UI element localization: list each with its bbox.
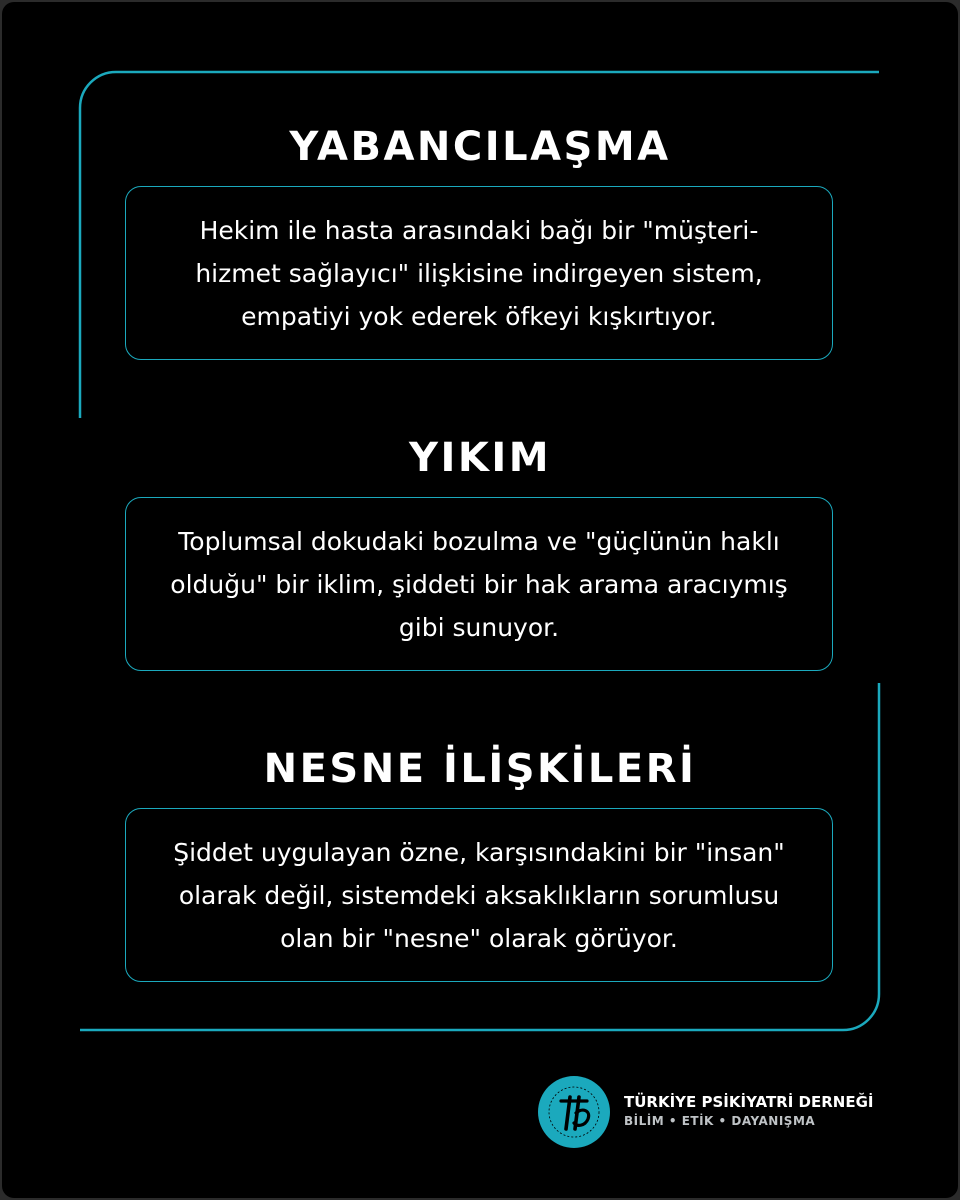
section-title-yikim: YIKIM [408, 435, 552, 481]
info-card-yabancilasma [125, 186, 833, 360]
card-text-yikim: Toplumsal dokudaki bozulma ve "güçlünün haklı olduğu" bir iklim, şiddeti bir hak arama aracıymış gibi sunuyor. [170, 526, 788, 642]
card-text-nesne-iliskileri: Şiddet uygulayan özne, karşısındakini bir "insan" olarak değil, sistemdeki aksaklıkların sorumlusu olan bir "nesne" olarak görüyor. [173, 837, 785, 953]
organization-motto: BİLİM • ETİK • DAYANIŞMA [624, 1114, 816, 1128]
organization-name: TÜRKİYE PSİKİYATRİ DERNEĞİ [624, 1093, 874, 1111]
section-title-yabancilasma: YABANCILAŞMA [289, 124, 671, 170]
info-card-yikim [125, 497, 833, 671]
organization-block [624, 1092, 924, 1130]
card-text-yabancilasma: Hekim ile hasta arasındaki bağı bir "müşteri-hizmet sağlayıcı" ilişkisine indirgeyen sistem, empatiyi yok ederek öfkeyi kışkırtıyor. [195, 215, 763, 331]
section-title-nesne-iliskileri: NESNE İLİŞKİLERİ [263, 746, 697, 792]
info-card-nesne-iliskileri [125, 808, 833, 982]
tpd-logo-icon [537, 1075, 611, 1149]
